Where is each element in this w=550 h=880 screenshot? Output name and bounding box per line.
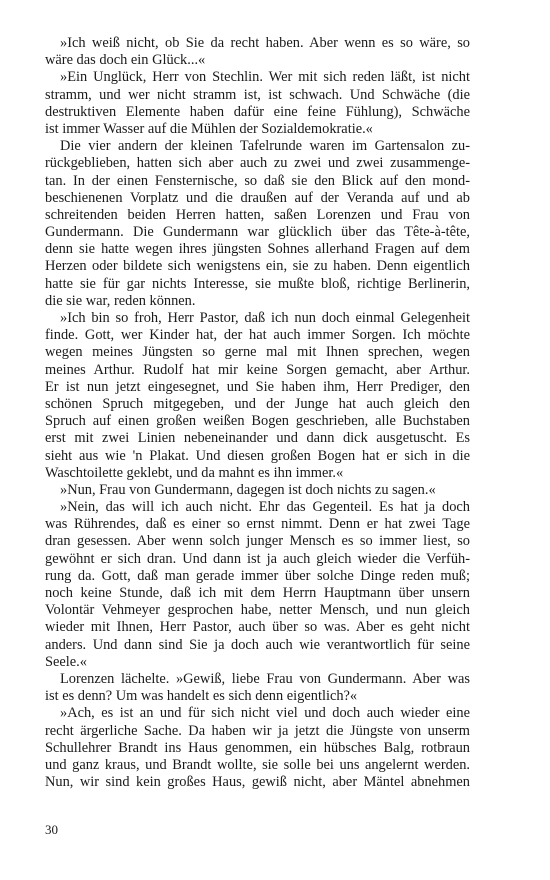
text-line: Er ist nun jetzt eingesegnet, und Sie haben ihm, Herr Prediger, den: [45, 378, 470, 395]
text-line: ist immer Wasser auf die Mühlen der Sozialdemokratie.«: [45, 120, 373, 137]
text-line: rung da. Gott, daß man gerade immer über solche Dinge reden muß;: [45, 567, 470, 584]
text-line: Spruch auf einen großen weißen Bogen geschrieben, alle Buchstaben: [45, 413, 470, 430]
text-line: Waschtoilette geklebt, und da mahnt es ihn immer.«: [45, 464, 344, 481]
text-line: dran gesessen. Aber wenn solch junger Mensch es so immer liest, so: [45, 533, 470, 550]
text-line: Lorenzen lächelte. »Gewiß, liebe Frau von Gundermann. Aber was: [60, 670, 470, 687]
text-line: erst mit zwei Linien nebeneinander und dann dick ausgetuscht. Es: [45, 430, 470, 447]
text-line: »Ach, es ist an und für sich nicht viel und doch auch wieder eine: [60, 705, 470, 722]
text-line: recht ärgerliche Sache. Da haben wir ja jetzt die Jüngste von unserm: [45, 722, 470, 739]
text-line: Gundermann. Die Gundermann war glücklich über das Tête-à-tête,: [45, 224, 470, 241]
text-line: meines Arthur. Rudolf hat mir keine Sorgen gemacht, aber Arthur.: [45, 361, 470, 378]
text-line: was Rührendes, daß es einer so ernst nimmt. Denn er hat zwei Tage: [45, 516, 470, 533]
text-line: »Ich weiß nicht, ob Sie da recht haben. Aber wenn es so wäre, so: [60, 35, 470, 51]
page-text: [45, 35, 470, 791]
text-line: »Ein Unglück, Herr von Stechlin. Wer mit sich reden läßt, ist nicht: [60, 69, 470, 86]
text-line: gewöhnt er sich dran. Und dann ist ja auch gleich wieder die Verfüh-: [45, 550, 470, 567]
text-line: die sie war, reden können.: [45, 292, 196, 309]
text-line: sieht aus wie 'n Plakat. Und diesen großen Bogen hat er sich in die: [45, 447, 470, 464]
text-line: ist es denn? Um was handelt es sich denn eigentlich?«: [45, 688, 358, 705]
text-line: »Nein, das will ich auch nicht. Ehr das Gegenteil. Es hat ja doch: [60, 499, 470, 516]
text-line: Herzen oder bildete sich wenigstens ein, sie zu haben. Denn eigentlich: [45, 258, 470, 275]
text-line: Die vier andern der kleinen Tafelrunde waren im Gartensalon zu-: [60, 138, 470, 155]
text-line: noch keine Stunde, daß ich mit dem Herrn Hauptmann über unsern: [45, 585, 470, 601]
text-line: wegen meines Jüngsten so gerne mal mit Ihnen sprechen, wegen: [45, 344, 470, 361]
text-line: stramm, und wer nicht stramm ist, ist schwach. Und Schwäche (die: [45, 86, 470, 103]
text-line: tan. In der einen Fensternische, so daß sie den Blick auf den mond-: [45, 172, 470, 189]
text-line: destruktiven Elemente haben dafür eine feine Fühlung), Schwäche: [45, 103, 470, 120]
text-line: »Nun, Frau von Gundermann, dagegen ist doch nichts zu sagen.«: [60, 481, 436, 498]
text-line: wäre das doch ein Glück...«: [45, 52, 206, 69]
text-line: beschienenen Vorplatz und die draußen auf der Veranda auf und ab: [45, 189, 470, 206]
text-line: hatte sie für gar nichts Interesse, sie mußte bloß, richtige Berlinerin,: [45, 275, 470, 292]
text-line: Seele.«: [45, 653, 87, 670]
page-number: 30: [45, 822, 58, 837]
text-line: Volontär Vehmeyer gesprochen habe, netter Mensch, und nun gleich: [45, 602, 470, 619]
text-line: wieder mit Ihnen, Herr Pastor, auch über so was. Aber es geht nicht: [45, 619, 470, 636]
text-line: schreitenden beiden Herren hatten, saßen Lorenzen und Frau von: [45, 206, 470, 223]
text-line: Schullehrer Brandt ins Haus genommen, ein hübsches Balg, rotbraun: [45, 739, 470, 756]
text-line: rückgeblieben, hatten sich aber auch zu zwei und zwei zusammenge-: [45, 155, 470, 172]
text-line: anders. Und dann sind Sie ja doch auch wie verantwortlich für seine: [45, 636, 470, 653]
text-line: Nun, wir sind kein großes Haus, gewiß nicht, aber Mäntel abnehmen: [45, 774, 470, 791]
text-line: schönen Spruch mitgegeben, und der Junge hat auch gleich den: [45, 395, 470, 412]
text-line: und ganz kraus, und Brandt wollte, sie solle bei uns angelernt werden.: [45, 756, 470, 773]
text-line: denn sie hatte wegen ihres jüngsten Sohnes allerhand Fragen auf dem: [45, 241, 470, 258]
text-line: »Ich bin so froh, Herr Pastor, daß ich nun doch einmal Gelegenheit: [60, 310, 470, 326]
text-line: finde. Gott, wer Kinder hat, der hat auch immer Sorgen. Ich möchte: [45, 327, 470, 344]
